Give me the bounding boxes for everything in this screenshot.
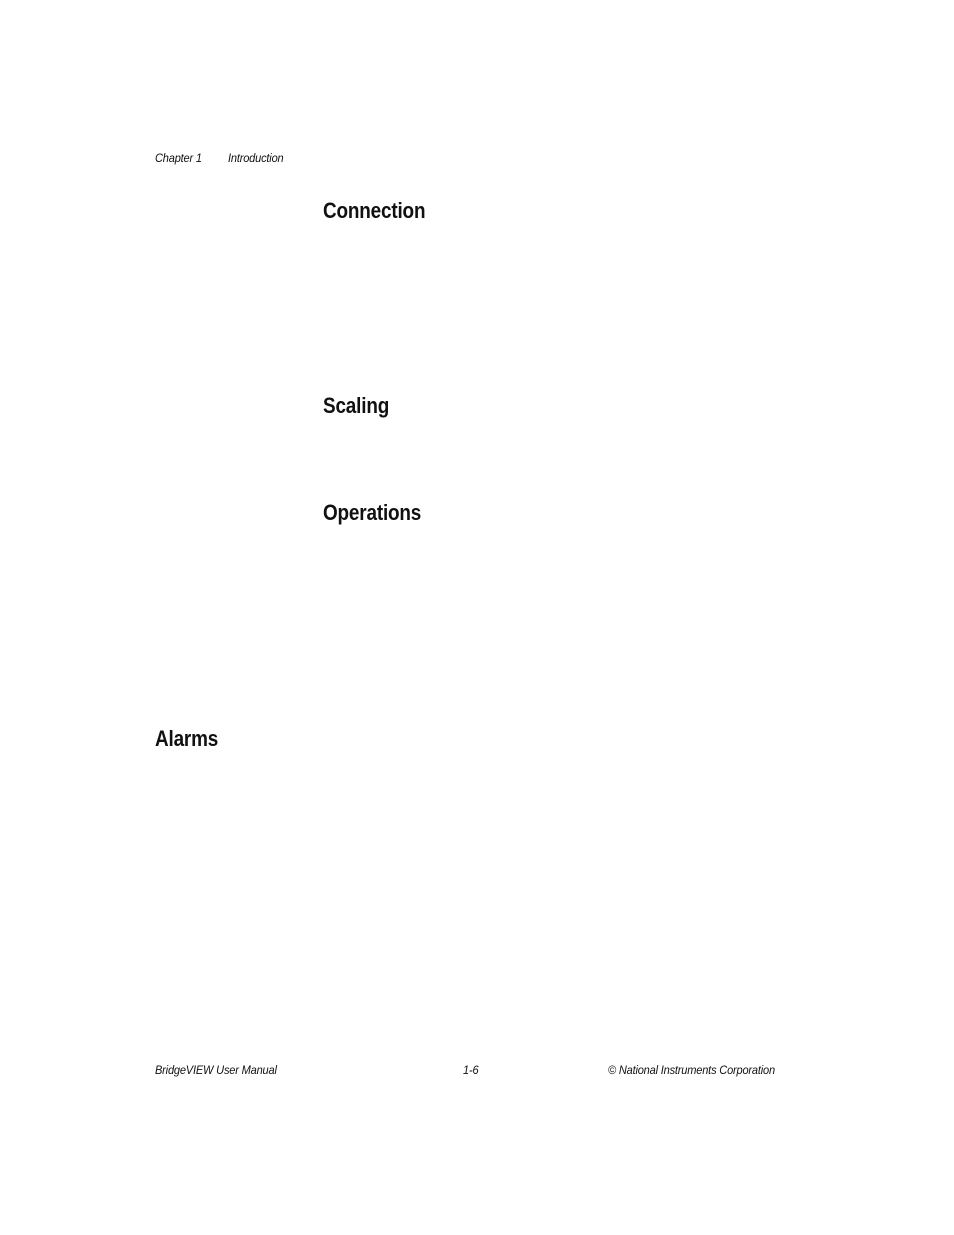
section-heading-alarms: Alarms — [155, 726, 219, 751]
footer-manual-title: BridgeVIEW User Manual — [155, 1063, 277, 1077]
running-header-chapter: Chapter 1 — [155, 151, 202, 165]
section-heading-connection: Connection — [323, 198, 426, 223]
section-heading-operations: Operations — [323, 500, 422, 525]
running-header-title: Introduction — [228, 151, 284, 165]
section-heading-scaling: Scaling — [323, 393, 390, 418]
footer-page-number: 1-6 — [463, 1063, 479, 1077]
footer-copyright: © National Instruments Corporation — [608, 1063, 775, 1077]
